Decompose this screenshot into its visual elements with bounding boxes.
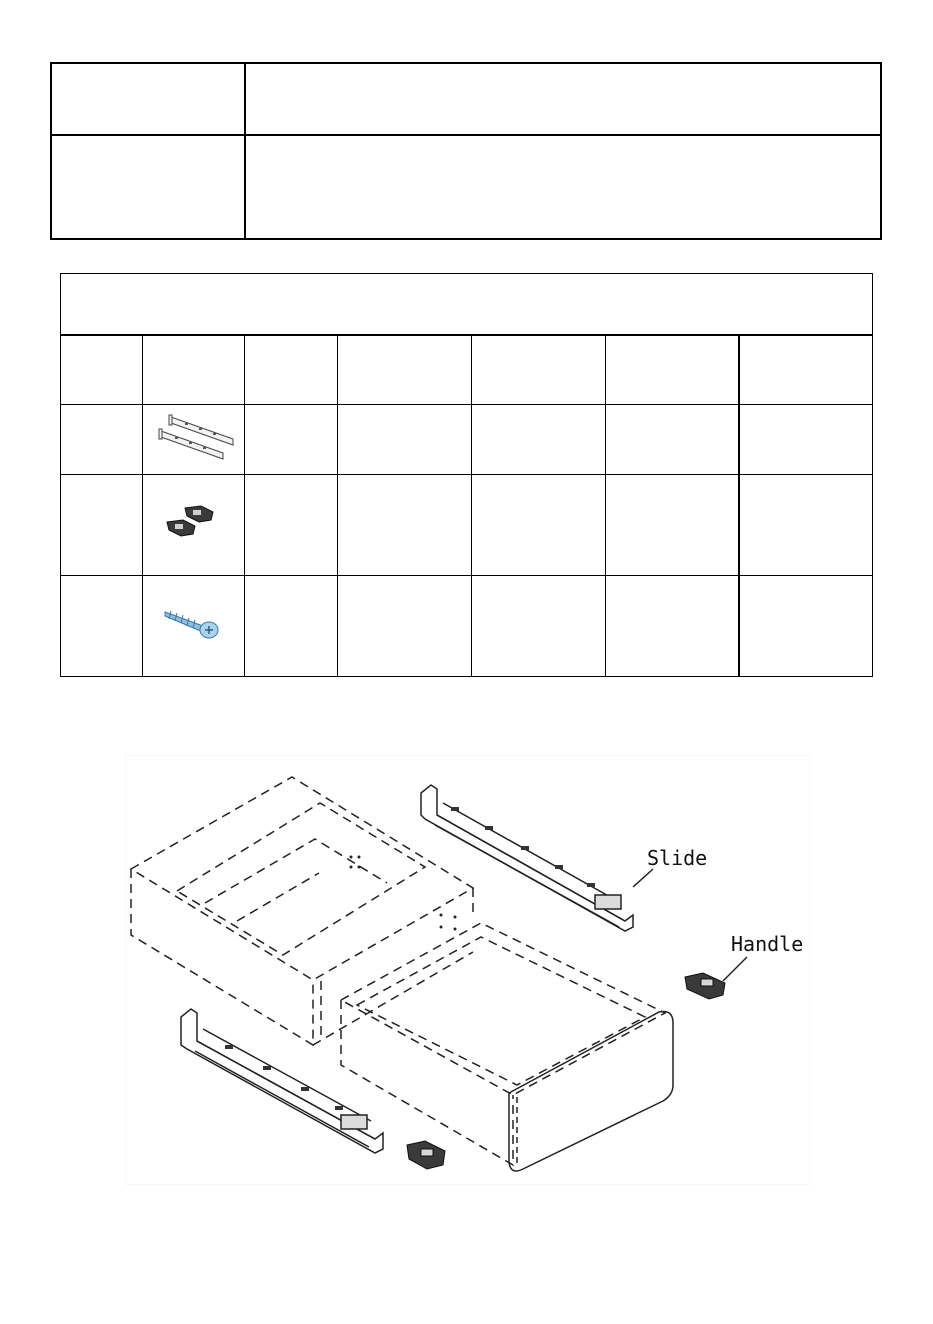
- info-table-divider: [244, 64, 246, 238]
- handle-label: Handle: [731, 932, 804, 956]
- row-divider: [61, 404, 872, 405]
- row-divider: [61, 474, 872, 475]
- column-divider: [605, 335, 606, 676]
- handle-brackets-image: [161, 502, 221, 548]
- parts-table-title-row: [61, 274, 872, 336]
- column-divider: [142, 335, 143, 676]
- info-table: [50, 62, 882, 240]
- slide-label: Slide: [647, 846, 708, 870]
- parts-table: [60, 273, 873, 677]
- column-divider: [337, 335, 338, 676]
- drawer-assembly-diagram: [125, 755, 810, 1185]
- screw-image: [161, 604, 221, 644]
- column-divider: [471, 335, 472, 676]
- slide-rails-image: [155, 409, 239, 469]
- row-divider: [61, 575, 872, 576]
- column-divider: [738, 335, 740, 676]
- column-divider: [244, 335, 245, 676]
- info-row-2: [52, 136, 880, 238]
- info-row-1: [52, 64, 880, 136]
